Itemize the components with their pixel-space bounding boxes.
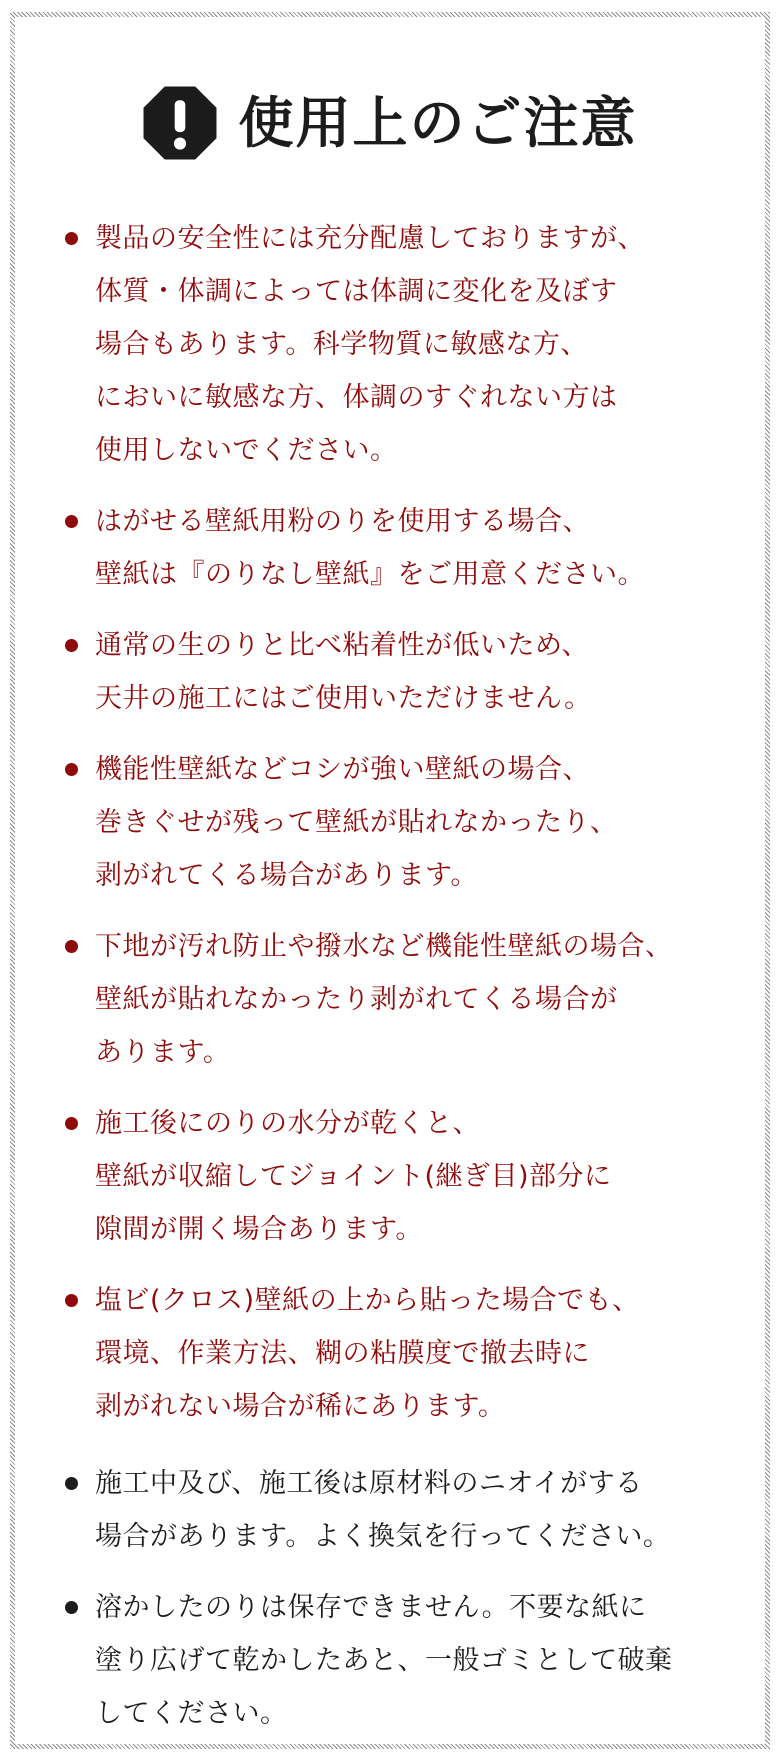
- notice-line: してください。: [95, 1698, 288, 1729]
- notice-line: 場合があります。よく換気を行ってください。: [95, 1521, 671, 1552]
- notice-line: 巻きぐせが残って壁紙が貼れなかったり、: [95, 807, 618, 838]
- notice-item-vinyl-removal: [63, 1274, 743, 1433]
- notice-item-stiff-wallpaper: [63, 743, 743, 902]
- notice-item-odor: [63, 1457, 743, 1563]
- notice-line: あります。: [95, 1037, 231, 1068]
- notice-item-disposal: [63, 1581, 743, 1740]
- bullet-icon: [65, 1601, 78, 1614]
- notice-line: 塩ビ(クロス)壁紙の上から貼った場合でも、: [95, 1285, 640, 1316]
- bullet-icon: [65, 1477, 78, 1490]
- notice-line: 剥がれない場合が稀にあります。: [95, 1391, 506, 1422]
- notice-line: 隙間が開く場合あります。: [95, 1214, 423, 1245]
- notice-line: 施工後にのりの水分が乾くと、: [95, 1108, 480, 1139]
- notice-line: 天井の施工にはご使用いただけません。: [95, 683, 592, 714]
- bullet-icon: [65, 515, 78, 528]
- notice-item-functional-base: [63, 920, 743, 1079]
- notice-line: 壁紙が収縮してジョイント(継ぎ目)部分に: [95, 1161, 612, 1192]
- bullet-icon: [65, 232, 78, 245]
- notice-line: 下地が汚れ防止や撥水など機能性壁紙の場合、: [95, 931, 673, 962]
- notice-line: においに敏感な方、体調のすぐれない方は: [95, 382, 618, 413]
- notice-panel: [15, 17, 765, 1744]
- exclamation-octagon-icon: [142, 85, 218, 161]
- notice-line: 剥がれてくる場合があります。: [95, 860, 478, 891]
- notice-item-health: [63, 212, 743, 477]
- notice-line: 体質・体調によっては体調に変化を及ぼす: [95, 276, 618, 307]
- notice-line: 機能性壁紙などコシが強い壁紙の場合、: [95, 754, 590, 785]
- bullet-icon: [65, 940, 78, 953]
- notice-item-shrinkage: [63, 1097, 743, 1256]
- notice-line: 壁紙は『のりなし壁紙』をご用意ください。: [95, 559, 645, 590]
- bullet-icon: [65, 639, 78, 652]
- notice-line: 溶かしたのりは保存できません。不要な紙に: [95, 1592, 647, 1623]
- page-title: 使用上のご注意: [238, 90, 638, 155]
- notice-line: 場合もあります。科学物質に敏感な方、: [95, 329, 588, 360]
- notice-line: 使用しないでください。: [95, 435, 398, 466]
- notice-item-wallpaper-type: [63, 495, 743, 601]
- bullet-icon: [65, 1294, 78, 1307]
- notice-line: 製品の安全性には充分配慮しておりますが、: [95, 223, 645, 254]
- notice-line: 環境、作業方法、糊の粘膜度で撤去時に: [95, 1338, 590, 1369]
- hatched-frame: [10, 12, 770, 1749]
- notice-line: 塗り広げて乾かしたあと、一般ゴミとして破棄: [95, 1645, 673, 1676]
- notice-line: 壁紙が貼れなかったり剥がれてくる場合が: [95, 984, 618, 1015]
- notice-item-ceiling: [63, 619, 743, 725]
- notice-line: 通常の生のりと比べ粘着性が低いため、: [95, 630, 589, 661]
- notice-line: 施工中及び、施工後は原材料のニオイがする: [95, 1468, 643, 1499]
- bullet-icon: [65, 1117, 78, 1130]
- notice-list: [63, 212, 743, 1758]
- header: [15, 85, 765, 161]
- notice-line: はがせる壁紙用粉のりを使用する場合、: [95, 506, 590, 537]
- bullet-icon: [65, 763, 78, 776]
